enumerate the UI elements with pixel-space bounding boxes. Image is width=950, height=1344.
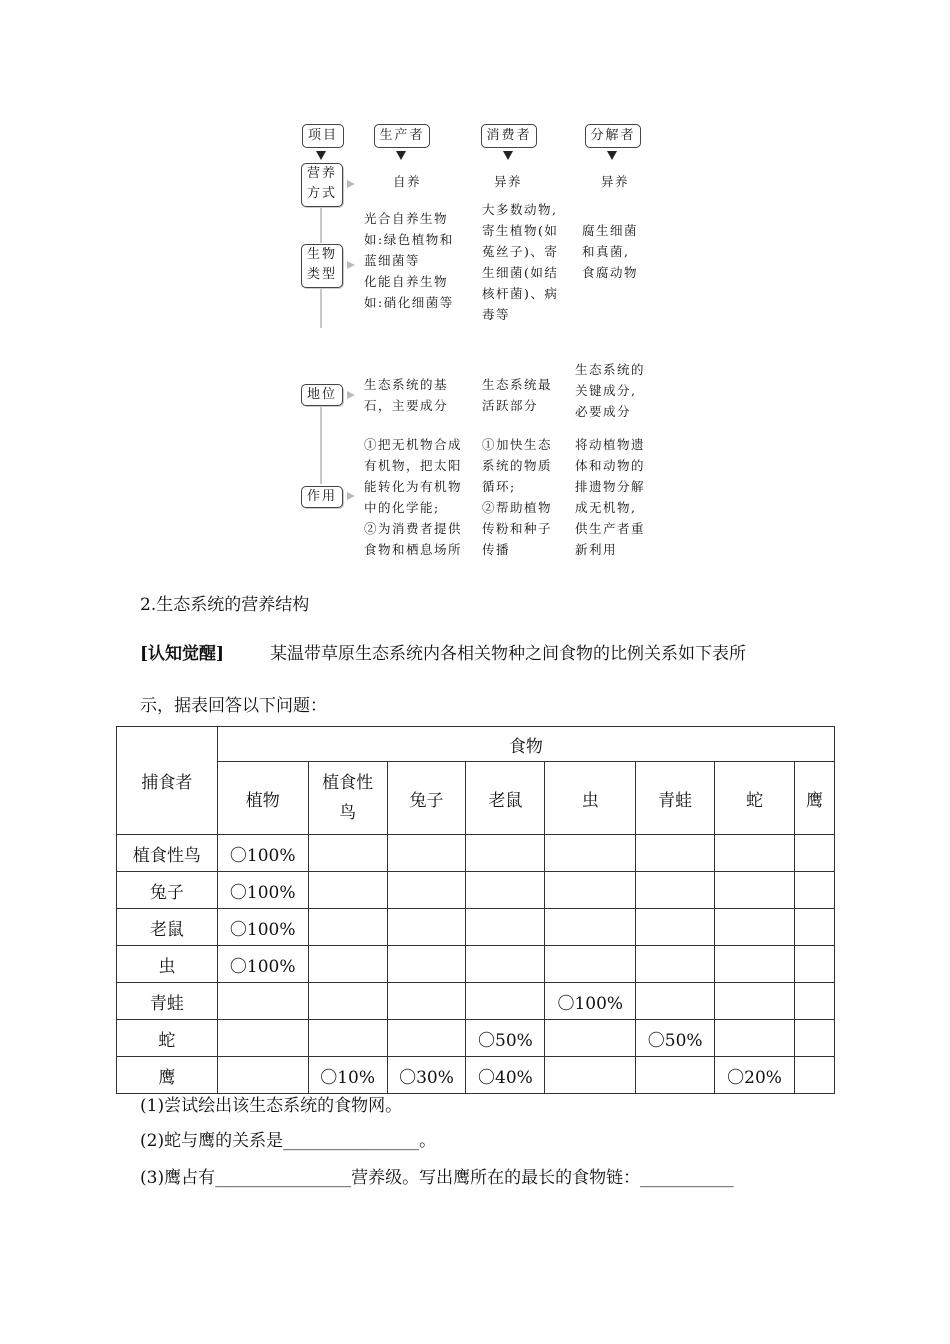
predator-name: 植食性鸟 <box>117 835 218 872</box>
table-cell <box>795 1057 835 1094</box>
table-cell <box>636 1057 715 1094</box>
table-cell <box>795 835 835 872</box>
row-label-types: 生物类型 <box>301 244 343 288</box>
table-cell: 〇100% <box>217 872 308 909</box>
spine-line <box>320 208 322 243</box>
predator-name: 兔子 <box>117 872 218 909</box>
section-title: 2.生态系统的营养结构 <box>140 595 310 615</box>
table-cell <box>636 946 715 983</box>
table-cell <box>387 1020 466 1057</box>
table-cell <box>545 872 636 909</box>
food-column-header: 老鼠 <box>466 762 545 835</box>
table-cell <box>715 946 795 983</box>
table-cell <box>308 835 387 872</box>
header-consumer: 消费者 <box>481 124 537 148</box>
consumer-nutrition: 异养 <box>494 174 523 189</box>
table-cell <box>795 946 835 983</box>
table-cell <box>308 1020 387 1057</box>
table-row <box>117 1020 835 1057</box>
predator-name: 蛇 <box>117 1020 218 1057</box>
table-cell <box>545 946 636 983</box>
producer-position: 生态系统的基 石，主要成分 <box>364 377 449 413</box>
intro-line-2: 示，据表回答以下问题： <box>140 696 327 716</box>
food-column-header: 青蛙 <box>636 762 715 835</box>
arrow-down-icon <box>503 151 513 160</box>
intro-line-1: 某温带草原生态系统内各相关物种之间食物的比例关系如下表所 <box>270 644 746 664</box>
table-cell <box>795 872 835 909</box>
row-label-position: 地位 <box>301 384 343 406</box>
food-header: 食物 <box>217 727 834 762</box>
question-1: (1)尝试绘出该生态系统的食物网。 <box>140 1096 403 1116</box>
header-decomposer: 分解者 <box>585 124 641 148</box>
consumer-position: 生态系统最 活跃部分 <box>482 377 553 413</box>
table-cell: 〇10% <box>308 1057 387 1094</box>
table-cell <box>636 835 715 872</box>
table-cell <box>545 909 636 946</box>
table-cell: 〇20% <box>715 1057 795 1094</box>
producer-function: ①把无机物合成 有机物，把太阳 能转化为有机物 中的化学能; ②为消费者提供 食物和栖息场所 <box>364 437 463 557</box>
table-cell: 〇100% <box>217 909 308 946</box>
table-cell <box>715 983 795 1020</box>
predator-header: 捕食者 <box>117 727 218 835</box>
intro-tag: [认知觉醒] <box>140 644 225 664</box>
spine-line <box>320 406 322 484</box>
table-cell <box>636 872 715 909</box>
table-cell: 〇100% <box>217 946 308 983</box>
table-cell <box>545 1020 636 1057</box>
row-label-nutrition: 营养方式 <box>301 163 343 207</box>
table-cell <box>795 983 835 1020</box>
table-row <box>117 835 835 872</box>
producer-nutrition: 自养 <box>393 174 422 189</box>
arrow-down-icon <box>316 151 326 160</box>
table-cell <box>308 983 387 1020</box>
row-label-function: 作用 <box>301 486 343 508</box>
table-cell <box>217 1057 308 1094</box>
decomposer-position: 生态系统的 关键成分, 必要成分 <box>575 362 646 419</box>
arrow-right-icon <box>347 180 355 188</box>
predator-name: 老鼠 <box>117 909 218 946</box>
table-row <box>117 1057 835 1094</box>
table-cell <box>387 835 466 872</box>
table-cell <box>217 1020 308 1057</box>
table-cell <box>466 983 545 1020</box>
table-cell <box>308 872 387 909</box>
food-column-header: 兔子 <box>387 762 466 835</box>
table-cell <box>387 909 466 946</box>
table-cell <box>795 909 835 946</box>
spine-line <box>320 288 322 328</box>
ecosystem-components-diagram <box>0 0 950 580</box>
table-cell <box>466 872 545 909</box>
arrow-right-icon <box>347 391 355 399</box>
table-cell <box>715 909 795 946</box>
arrow-right-icon <box>347 492 355 500</box>
question-3: (3)鹰占有________________营养级。写出鹰所在的最长的食物链：___________ <box>140 1168 734 1188</box>
table-cell <box>466 909 545 946</box>
food-proportion-table <box>116 726 835 1094</box>
arrow-right-icon <box>347 261 355 269</box>
table-cell <box>545 1057 636 1094</box>
predator-name: 鹰 <box>117 1057 218 1094</box>
question-2: (2)蛇与鹰的关系是________________。 <box>140 1131 437 1151</box>
table-cell: 〇40% <box>466 1057 545 1094</box>
table-cell <box>217 983 308 1020</box>
header-producer: 生产者 <box>374 124 430 148</box>
table-cell <box>387 983 466 1020</box>
food-column-header: 植物 <box>217 762 308 835</box>
decomposer-function: 将动植物遗 体和动物的 排遗物分解 成无机物, 供生产者重 新利用 <box>575 437 646 557</box>
table-cell <box>308 946 387 983</box>
food-column-header: 虫 <box>545 762 636 835</box>
decomposer-nutrition: 异养 <box>601 174 630 189</box>
producer-types: 光合自养生物 如:绿色植物和 蓝细菌等 化能自养生物 如:硝化细菌等 <box>364 211 454 310</box>
table-row <box>117 909 835 946</box>
table-cell: 〇100% <box>217 835 308 872</box>
table-cell <box>545 835 636 872</box>
food-column-header: 鹰 <box>795 762 835 835</box>
table-cell: 〇100% <box>545 983 636 1020</box>
table-cell <box>387 872 466 909</box>
table-cell <box>387 946 466 983</box>
table-cell: 〇50% <box>466 1020 545 1057</box>
predator-name: 青蛙 <box>117 983 218 1020</box>
table-row <box>117 983 835 1020</box>
table-cell: 〇50% <box>636 1020 715 1057</box>
table-cell <box>715 835 795 872</box>
arrow-down-icon <box>607 151 617 160</box>
predator-name: 虫 <box>117 946 218 983</box>
header-item: 项目 <box>302 124 344 148</box>
table-cell <box>636 909 715 946</box>
food-column-header: 植食性 鸟 <box>308 762 387 835</box>
consumer-types: 大多数动物, 寄生植物(如 菟丝子)、寄 生细菌(如结 核杆菌)、病 毒等 <box>482 202 559 322</box>
table-cell: 〇30% <box>387 1057 466 1094</box>
table-row <box>117 946 835 983</box>
table-cell <box>466 835 545 872</box>
consumer-function: ①加快生态 系统的物质 循环; ②帮助植物 传粉和种子 传播 <box>482 437 553 557</box>
table-cell <box>466 946 545 983</box>
decomposer-types: 腐生细菌 和真菌, 食腐动物 <box>582 223 639 280</box>
table-cell <box>636 983 715 1020</box>
table-row <box>117 872 835 909</box>
table-cell <box>715 1020 795 1057</box>
table-cell <box>795 1020 835 1057</box>
table-cell <box>715 872 795 909</box>
arrow-down-icon <box>396 151 406 160</box>
table-cell <box>308 909 387 946</box>
food-column-header: 蛇 <box>715 762 795 835</box>
